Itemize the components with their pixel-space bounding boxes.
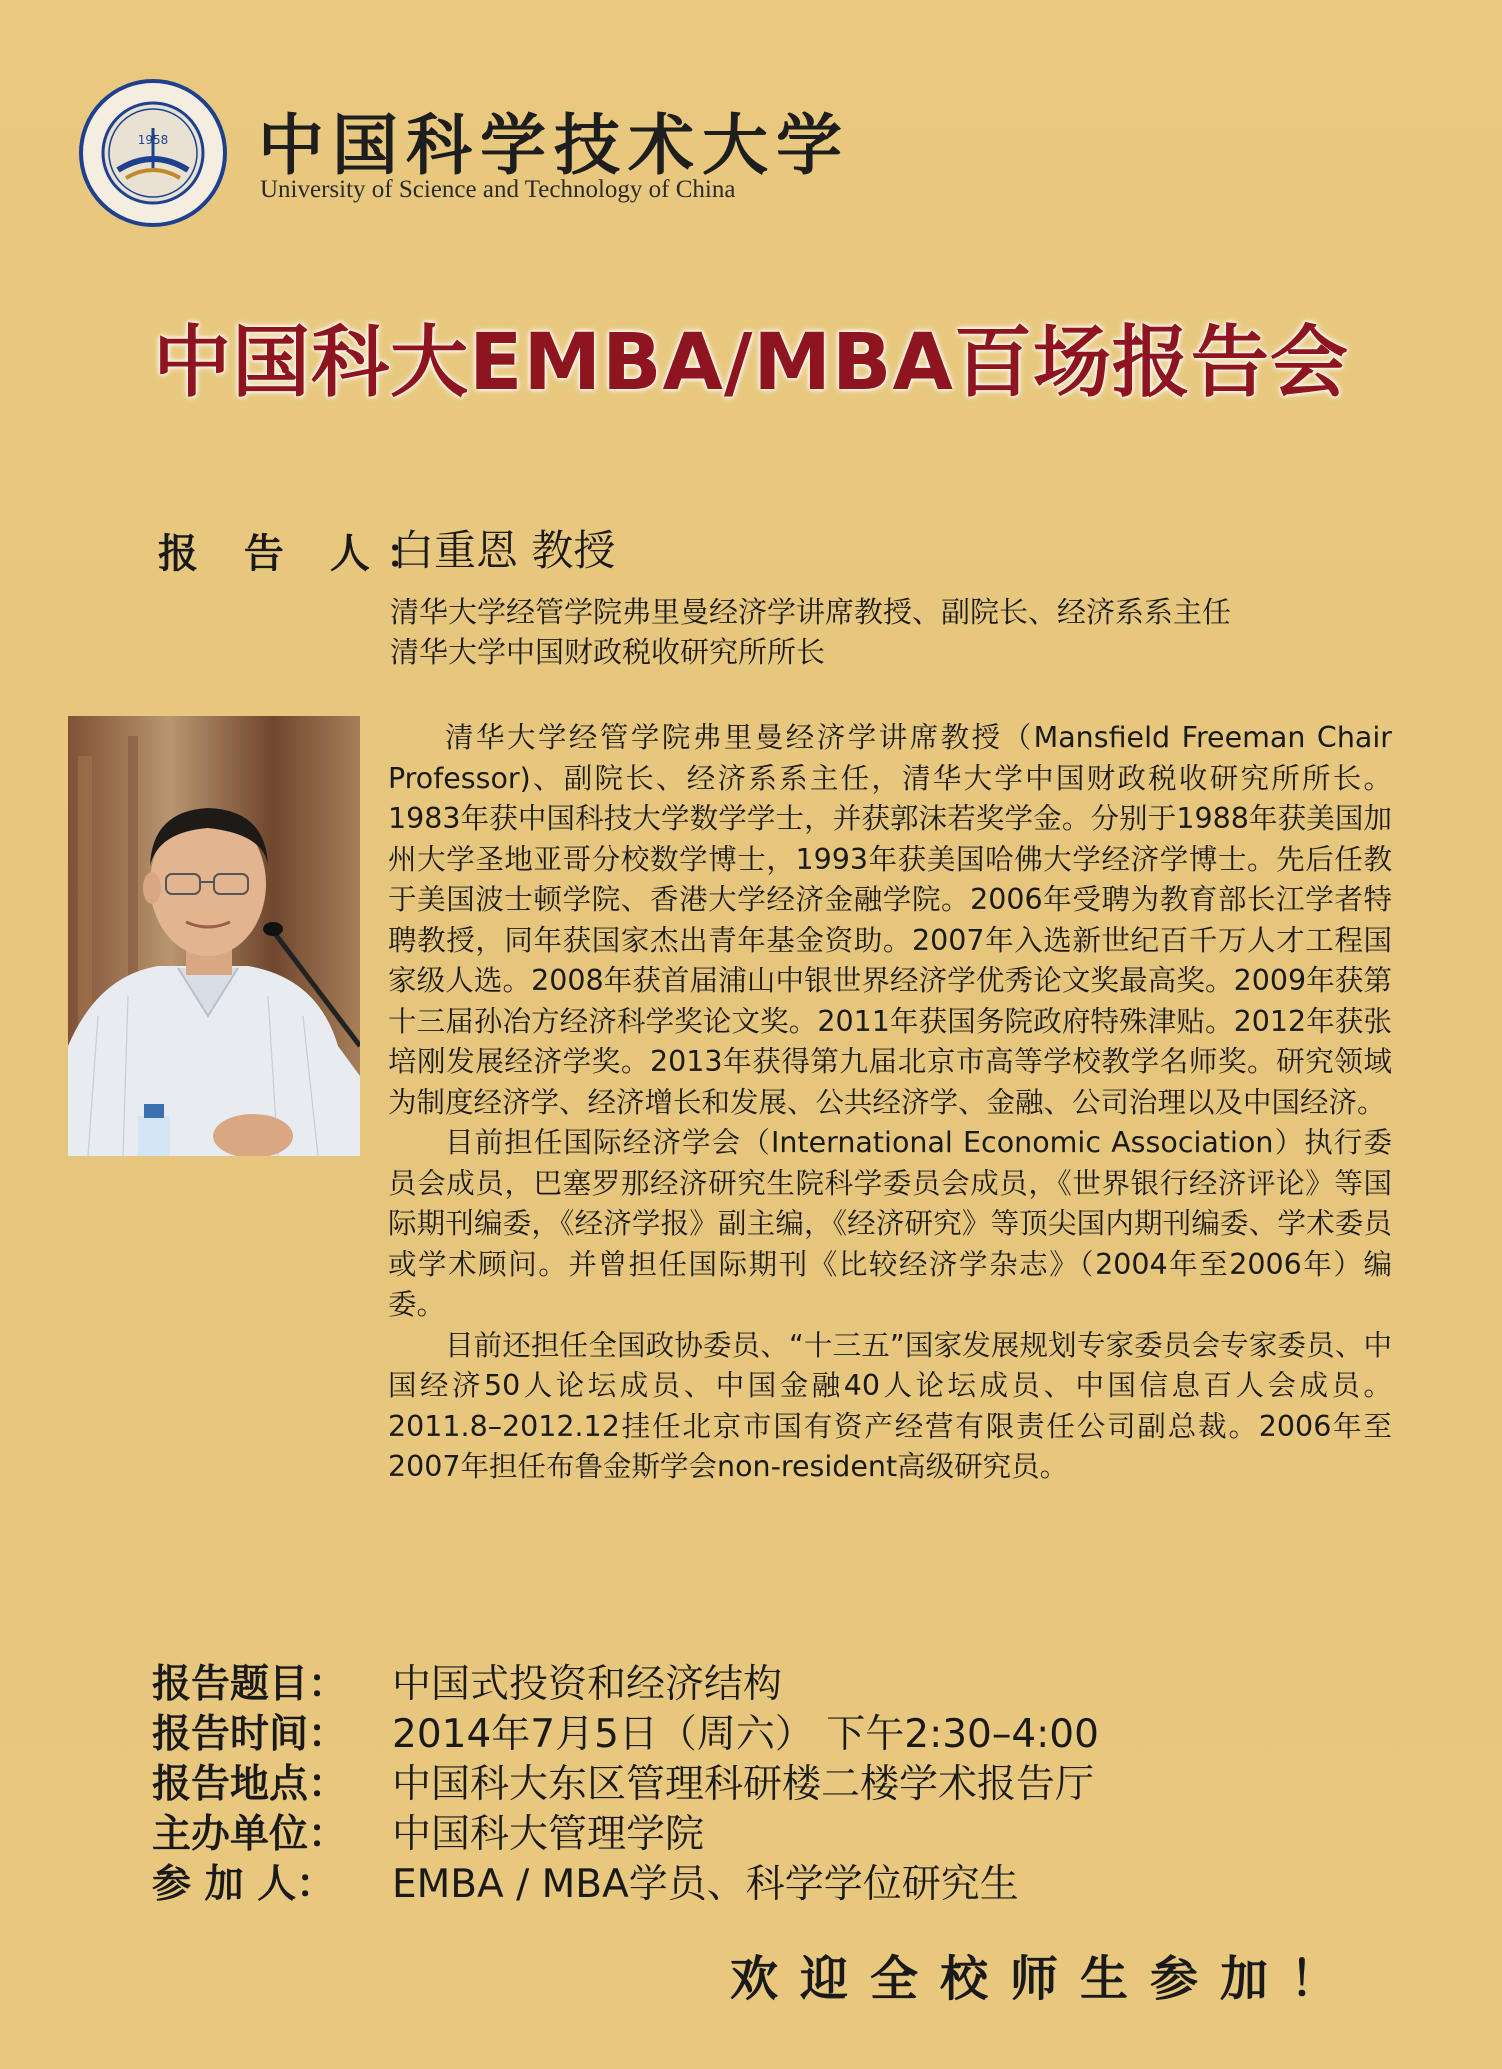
university-name-cn: 中国科学技术大学 bbox=[258, 106, 850, 184]
detail-label: 报告地点： bbox=[152, 1762, 348, 1807]
detail-label: 参 加 人： bbox=[152, 1862, 336, 1907]
detail-value: 2014年7月5日（周六） 下午2:30–4:00 bbox=[392, 1712, 1099, 1757]
bio-paragraph: 清华大学经管学院弗里曼经济学讲席教授（Mansfield Freeman Chair Professor)、副院长、经济系系主任，清华大学中国财政税收研究所所长。1983年获中国科技大学数学学士，并获郭沫若奖学金。分别于1988年获美国加州大学圣地亚哥分校数学博士，1993年获美国哈佛大学经济学博士。先后任教于美国波士顿学院、香港大学经济金融学院。2006年受聘为教育部长江学者特聘教授，同年获国家杰出青年基金资助。2007年入选新世纪百千万人才工程国家级人选。2008年获首届浦山中银世界经济学优秀论文奖最高奖。2009年获第十三届孙冶方经济科学奖论文奖。2011年获国务院政府特殊津贴。2012年获张培刚发展经济学奖。2013年获得第九届北京市高等学校教学名师奖。研究领域为制度经济学、经济增长和发展、公共经济学、金融、公司治理以及中国经济。 bbox=[388, 721, 1392, 1119]
detail-row-topic bbox=[152, 1660, 1352, 1710]
bio-paragraph: 目前担任国际经济学会（International Economic Association）执行委员会成员，巴塞罗那经济研究生院科学委员会成员，《世界银行经济评论》等国际期刊编委，《经济学报》副主编，《经济研究》等顶尖国内期刊编委、学术委员或学术顾问。并曾担任国际期刊《比较经济学杂志》（2004年至2006年）编委。 bbox=[388, 1126, 1392, 1321]
detail-row-venue bbox=[152, 1760, 1352, 1810]
bio-paragraph: 目前还担任全国政协委员、“十三五”国家发展规划专家委员会专家委员、中国经济50人论坛成员、中国金融40人论坛成员、中国信息百人会成员。2011.8–2012.12挂任北京市国有资产经营有限责任公司副总裁。2006年至2007年担任布鲁金斯学会non-resident高级研究员。 bbox=[388, 1328, 1392, 1483]
speaker-photo bbox=[68, 716, 360, 1156]
speaker-name: 白重恩 教授 bbox=[392, 526, 616, 575]
detail-label: 主办单位： bbox=[152, 1812, 348, 1857]
event-details bbox=[152, 1660, 1352, 1910]
speaker-position: 清华大学中国财政税收研究所所长 bbox=[390, 635, 826, 669]
detail-value: 中国式投资和经济结构 bbox=[392, 1662, 783, 1707]
detail-row-attendees bbox=[152, 1860, 1352, 1910]
university-logo bbox=[78, 78, 228, 228]
detail-value: EMBA / MBA学员、科学学位研究生 bbox=[392, 1862, 1019, 1907]
speaker-label: 报 告 人： bbox=[158, 531, 442, 577]
detail-row-organizer bbox=[152, 1810, 1352, 1860]
university-name-en: University of Science and Technology of China bbox=[260, 176, 736, 203]
detail-label: 报告时间： bbox=[152, 1712, 348, 1757]
detail-label: 报告题目： bbox=[152, 1662, 348, 1707]
poster-title: 中国科大EMBA/MBA百场报告会 bbox=[153, 318, 1349, 408]
welcome-message: 欢迎全校师生参加！ bbox=[730, 1951, 1361, 2007]
detail-row-time bbox=[152, 1710, 1352, 1760]
detail-value: 中国科大管理学院 bbox=[392, 1812, 705, 1857]
logo-year: 1958 bbox=[137, 133, 169, 147]
speaker-positions bbox=[390, 592, 1450, 672]
detail-value: 中国科大东区管理科研楼二楼学术报告厅 bbox=[392, 1762, 1095, 1807]
speaker-bio bbox=[388, 718, 1392, 1488]
speaker-position: 清华大学经管学院弗里曼经济学讲席教授、副院长、经济系系主任 bbox=[390, 595, 1232, 629]
